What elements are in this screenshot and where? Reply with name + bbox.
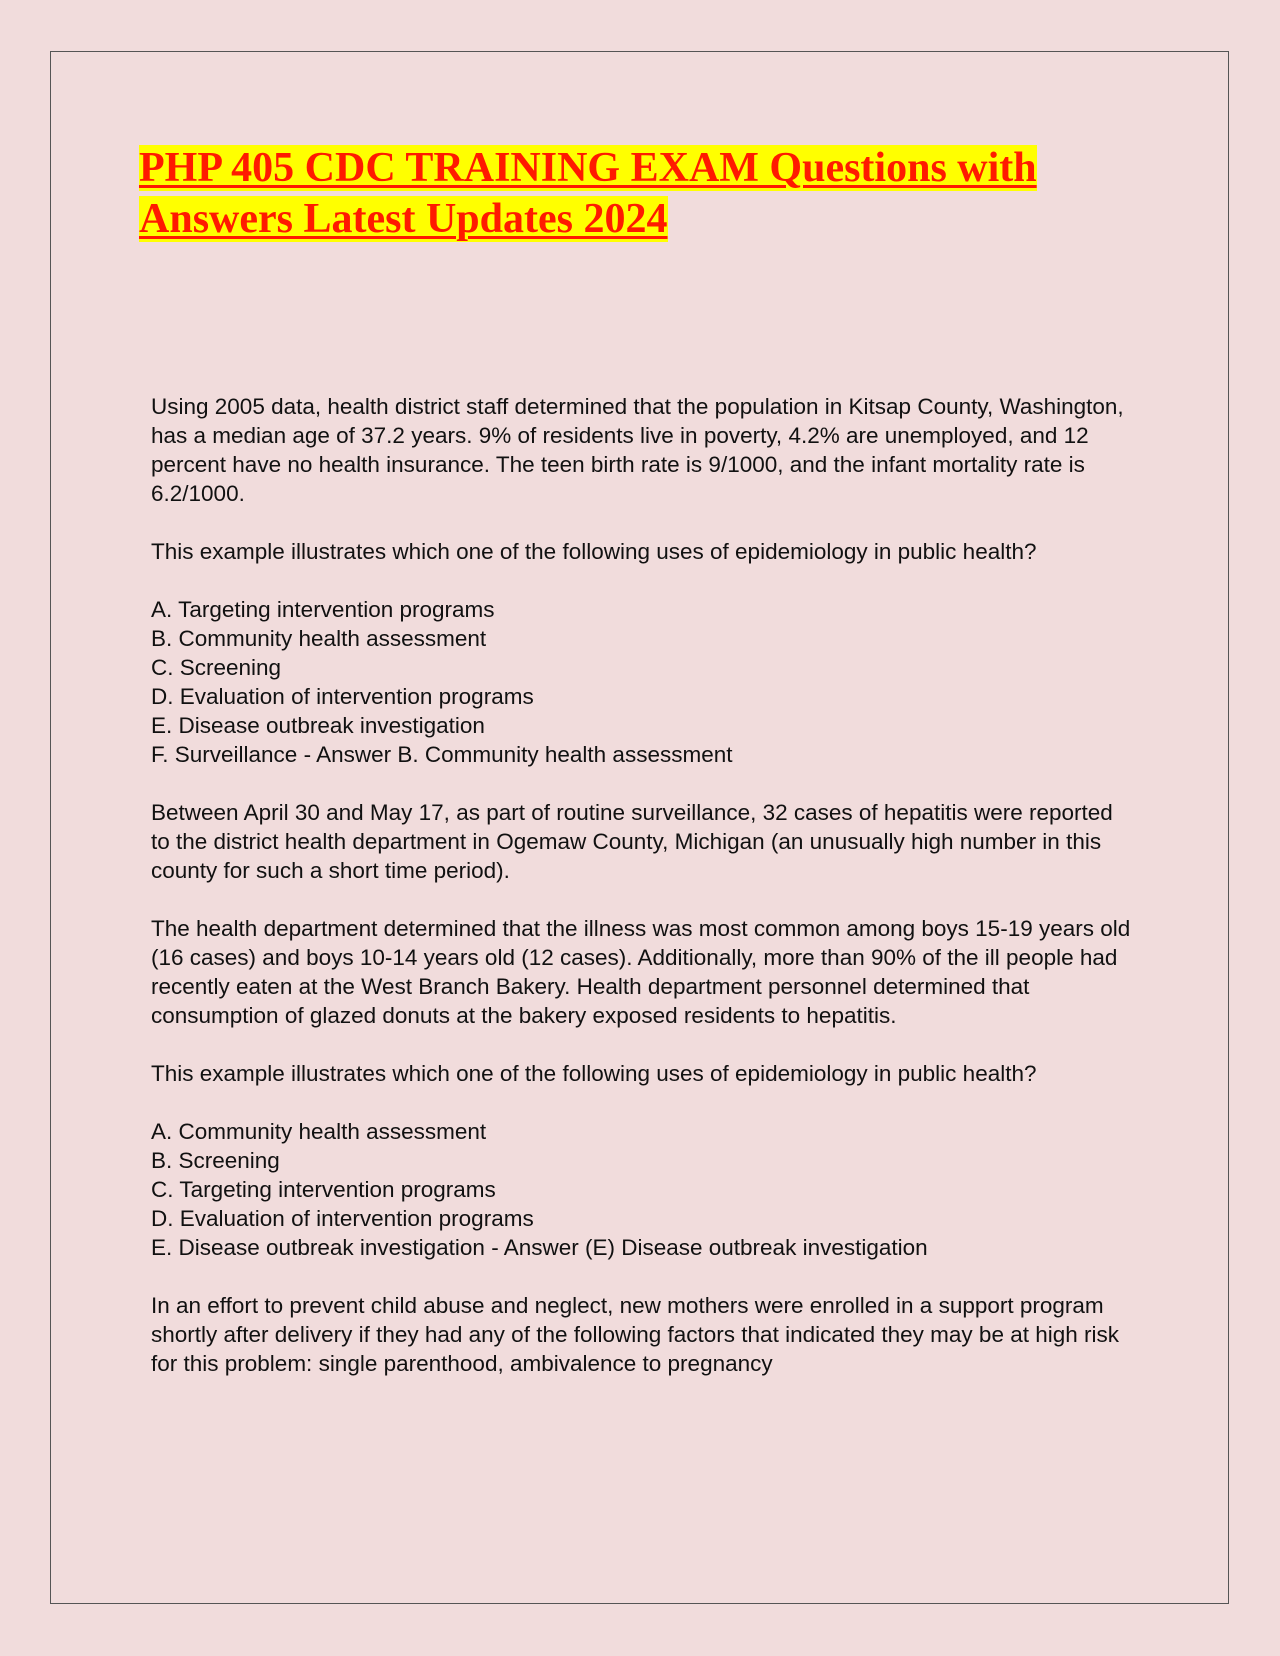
q2-intro-2: The health department determined that the illness was most common among boys 15-19 years old (16 cases) and boys 10-14 years old (12 cases). Additionally, more than 90% of the ill people had recently eaten at the West Branch Bakery. Health department personnel determined that consumption of glazed donuts at the bakery exposed residents to hepatitis.	[151, 916, 1131, 1028]
q2-options	[151, 1117, 1131, 1262]
q2-option: A. Community health assessment	[151, 1119, 487, 1144]
document-body	[151, 392, 1131, 1407]
q1-option: E. Disease outbreak investigation	[151, 713, 485, 738]
q1-option: C. Screening	[151, 655, 282, 680]
q1-option: B. Community health assessment	[151, 626, 487, 651]
q1-options	[151, 595, 1131, 769]
q3-intro: In an effort to prevent child abuse and neglect, new mothers were enrolled in a support program shortly after delivery if they had any of the following factors that indicated they may be at high risk for this problem: single parenthood, ambivalence to pregnancy	[151, 1293, 1120, 1376]
q2-question: This example illustrates which one of the following uses of epidemiology in public health?	[151, 1061, 1037, 1086]
q1-option-answer: F. Surveillance - Answer B. Community health assessment	[151, 742, 733, 767]
q2-option-answer: E. Disease outbreak investigation - Answer (E) Disease outbreak investigation	[151, 1235, 928, 1260]
q1-intro: Using 2005 data, health district staff determined that the population in Kitsap County, Washington, has a median age of 37.2 years. 9% of residents live in poverty, 4.2% are unemployed, and 12 percent have no health insurance. The teen birth rate is 9/1000, and the infant mortality rate is 6.2/1000.	[151, 394, 1124, 506]
q2-intro-1: Between April 30 and May 17, as part of routine surveillance, 32 cases of hepatitis were reported to the district health department in Ogemaw County, Michigan (an unusually high number in this county for such a short time period).	[151, 800, 1113, 883]
q2-option: C. Targeting intervention programs	[151, 1177, 496, 1202]
q1-option: A. Targeting intervention programs	[151, 597, 495, 622]
q1-question: This example illustrates which one of the following uses of epidemiology in public health?	[151, 539, 1037, 564]
q2-option: D. Evaluation of intervention programs	[151, 1206, 534, 1231]
q2-option: B. Screening	[151, 1148, 280, 1173]
q1-option: D. Evaluation of intervention programs	[151, 684, 534, 709]
document-title	[139, 143, 1149, 245]
document-title-text: PHP 405 CDC TRAINING EXAM Questions with Answers Latest Updates 2024	[139, 145, 1037, 242]
